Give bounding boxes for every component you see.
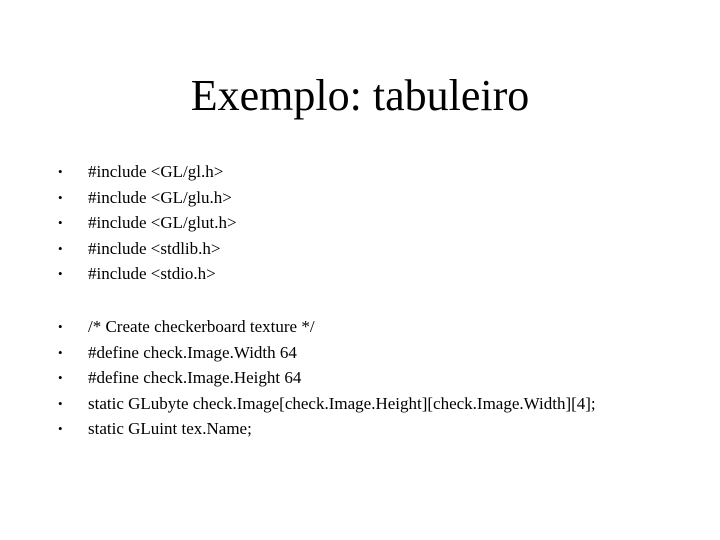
- slide-title: Exemplo: tabuleiro: [190, 71, 530, 120]
- bullet-icon: •: [58, 421, 63, 436]
- bullet-icon: •: [58, 266, 63, 281]
- bullet-icon: •: [58, 344, 63, 360]
- bullet-icon: •: [58, 319, 63, 334]
- code-line: #include <GL/gl.h>: [88, 162, 224, 181]
- code-line: #include <GL/glut.h>: [88, 213, 237, 232]
- code-line: static GLuint tex.Name;: [88, 419, 252, 438]
- code-line: /* Create checkerboard texture */: [88, 317, 315, 336]
- bullet-icon: •: [58, 215, 63, 230]
- bullet-icon: •: [58, 395, 63, 411]
- bullet-icon: •: [58, 240, 63, 256]
- code-line: #include <GL/glu.h>: [88, 187, 232, 207]
- bullet-icon: •: [58, 164, 63, 179]
- code-line: #define check.Image.Width 64: [88, 342, 297, 362]
- code-line: static GLubyte check.Image[check.Image.Height][check.Image.Width][4];: [88, 393, 596, 413]
- code-line: #include <stdio.h>: [88, 264, 216, 283]
- bullet-icon: •: [58, 189, 63, 205]
- code-line: #include <stdlib.h>: [88, 238, 221, 258]
- bullet-icon: •: [58, 370, 63, 385]
- code-line: #define check.Image.Height 64: [88, 368, 302, 387]
